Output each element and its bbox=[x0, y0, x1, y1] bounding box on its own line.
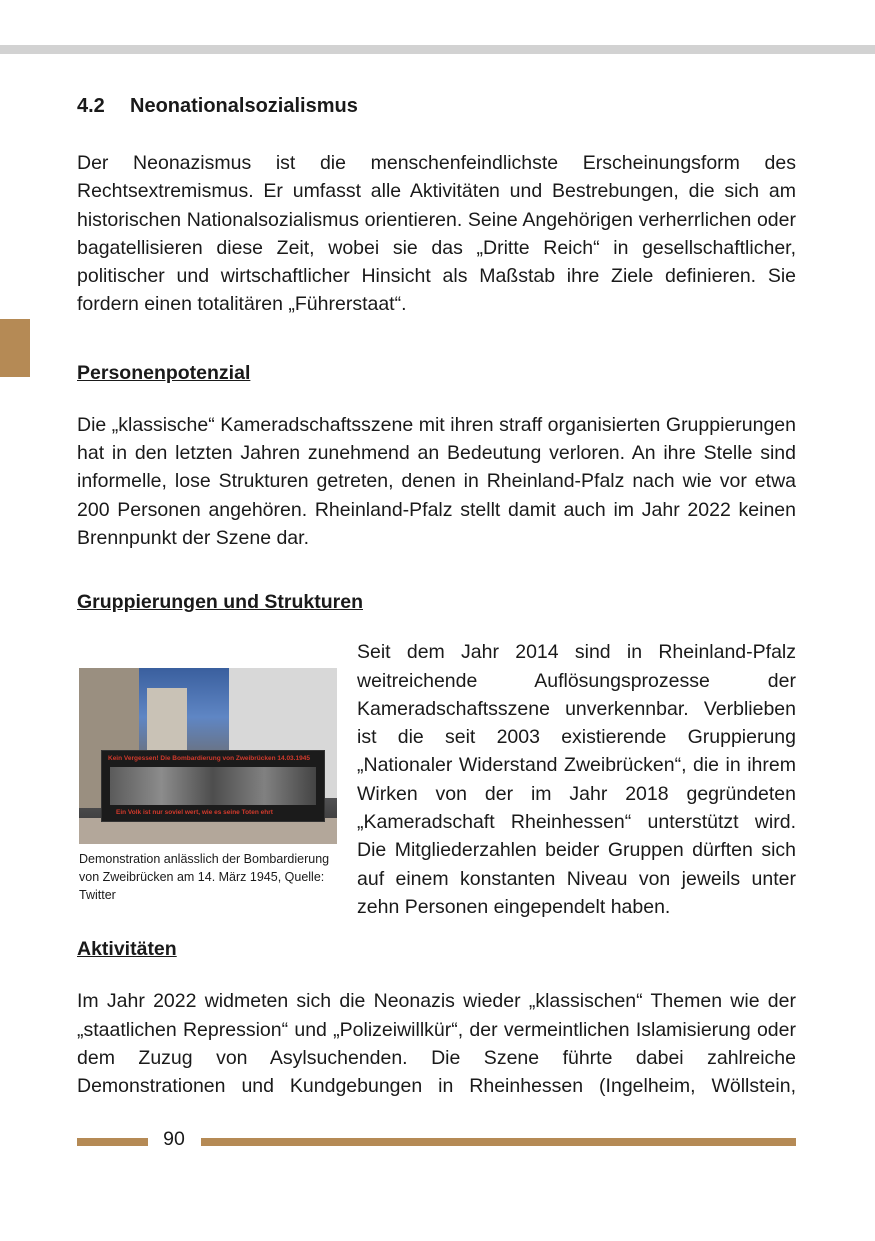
footer-rule-left bbox=[77, 1138, 148, 1146]
section-title: Neonationalsozialismus bbox=[130, 95, 358, 117]
aktivitaeten-paragraph: Im Jahr 2022 widmeten sich die Neonazis wieder „klassischen“ Themen wie der „staatlichen Repression“ und „Polizeiwillkür“, der vermeintlichen Islamisierung oder dem Zuzug von Asylsuchenden. Die Szene führte dabei zahlreiche Demonstrationen und Kundgebungen in Rheinhessen (Ingelheim, Wöllstein, bbox=[77, 990, 796, 1098]
gruppierungen-block bbox=[77, 638, 796, 921]
header-rule bbox=[0, 45, 875, 54]
section-heading bbox=[77, 90, 796, 122]
footer-rule-right bbox=[201, 1138, 796, 1146]
page-number: 90 bbox=[163, 1128, 185, 1150]
chapter-tab-marker bbox=[0, 319, 30, 377]
banner-top-text: Kein Vergessen! Die Bombardierung von Zweibrücken 14.03.1945 bbox=[108, 755, 310, 763]
subheading-gruppierungen: Gruppierungen und Strukturen bbox=[77, 591, 363, 614]
demonstration-figure bbox=[79, 668, 341, 904]
banner-bottom-text: Ein Volk ist nur soviel wert, wie es seine Toten ehrt bbox=[116, 809, 273, 817]
gruppierungen-paragraph: Seit dem Jahr 2014 sind in Rheinland-Pfalz weitreichende Auflösungsprozesse der Kameradschaftsszene unverkennbar. Verblieben ist die seit 2003 existierende Gruppierung „Nationaler Widerstand Zweibrücken“, die in ihrem Wirken von der im Jahr 2018 gegründeten „Kameradschaft Rheinhessen“ unterstützt wird. Die Mitgliederzahlen beider Gruppen dürften sich auf einem konstanten Niveau von jeweils unter zehn Personen eingependelt haben. bbox=[357, 641, 796, 918]
page-content bbox=[77, 90, 796, 1100]
demonstration-banner bbox=[101, 750, 325, 822]
demonstration-photo bbox=[79, 668, 337, 844]
subheading-aktivitaeten: Aktivitäten bbox=[77, 938, 177, 961]
figure-caption: Demonstration anlässlich der Bombardierung von Zweibrücken am 14. März 1945, Quelle: Twitter bbox=[79, 852, 330, 903]
banner-image bbox=[110, 767, 316, 805]
section-number: 4.2 bbox=[77, 95, 105, 117]
personenpotenzial-paragraph: Die „klassische“ Kameradschaftsszene mit ihren straff organisierten Gruppierungen hat in den letzten Jahren zunehmend an Bedeutung verloren. An ihre Stelle sind informelle, lose Strukturen getreten, denen in Rheinland-Pfalz nach wie vor etwa 200 Personen angehören. Rheinland-Pfalz stellt damit auch im Jahr 2022 keinen Brennpunkt der Szene dar. bbox=[77, 413, 796, 549]
subheading-personenpotenzial: Personenpotenzial bbox=[77, 361, 251, 384]
intro-paragraph: Der Neonazismus ist die menschenfeindlichste Erscheinungsform des Rechtsextremismus. Er umfasst alle Aktivitäten und Bestrebungen, die sich am historischen Nationalsozialismus orientieren. Seine Angehörigen verherrlichen oder bagatellisieren diese Zeit, wobei sie das „Dritte Reich“ in gesellschaftlicher, politischer und wirtschaftlicher Hinsicht als Maßstab ihre Ziele definieren. Sie fordern einen totalitären „Führerstaat“. bbox=[77, 152, 796, 316]
